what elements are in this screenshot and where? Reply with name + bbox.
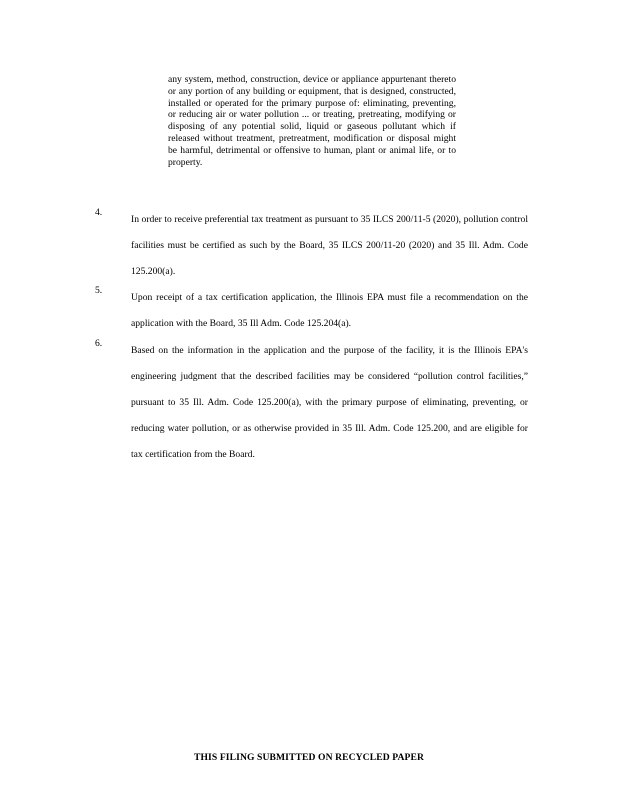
- paragraph-number: 5.: [95, 285, 103, 296]
- paragraph-5: [95, 285, 528, 337]
- paragraph-4: [95, 207, 528, 285]
- paragraph-text: Based on the information in the application and the purpose of the facility, it is the Illinois EPA's engineering judgment that the described facilities may be considered “pollution control facilities,” pursuant to 35 Ill. Adm. Code 125.200(a), with the primary purpose of eliminating, preventing, or reducing water pollution, or as otherwise provided in 35 Ill. Adm. Code 125.200, and are eligible for tax certification from the Board.: [131, 345, 528, 460]
- paragraph-text: In order to receive preferential tax treatment as pursuant to 35 ILCS 200/11-5 (2020), pollution control facilities must be certified as such by the Board, 35 ILCS 200/11-20 (2020) and 35 Ill. Adm. Code 125.200(a).: [131, 214, 528, 277]
- quoted-definition: any system, method, construction, device or appliance appurtenant thereto or any portion of any building or equipment, that is designed, constructed, installed or operated for the primary purpose of: eliminating, preventing, or reducing air or water pollution ... or treating, pretreating, modifying or disposing of any potential solid, liquid or gaseous pollutant which if released without treatment, pretreatment, modification or disposal might be harmful, detrimental or offensive to human, plant or animal life, or to property.: [168, 74, 456, 168]
- paragraph-number: 4.: [95, 207, 103, 218]
- paragraph-number: 6.: [95, 338, 103, 349]
- paragraph-6: [95, 338, 528, 468]
- paragraph-text: Upon receipt of a tax certification application, the Illinois EPA must file a recommendation on the application with the Board, 35 Ill Adm. Code 125.204(a).: [131, 292, 528, 329]
- page-footer: THIS FILING SUBMITTED ON RECYCLED PAPER: [193, 752, 424, 763]
